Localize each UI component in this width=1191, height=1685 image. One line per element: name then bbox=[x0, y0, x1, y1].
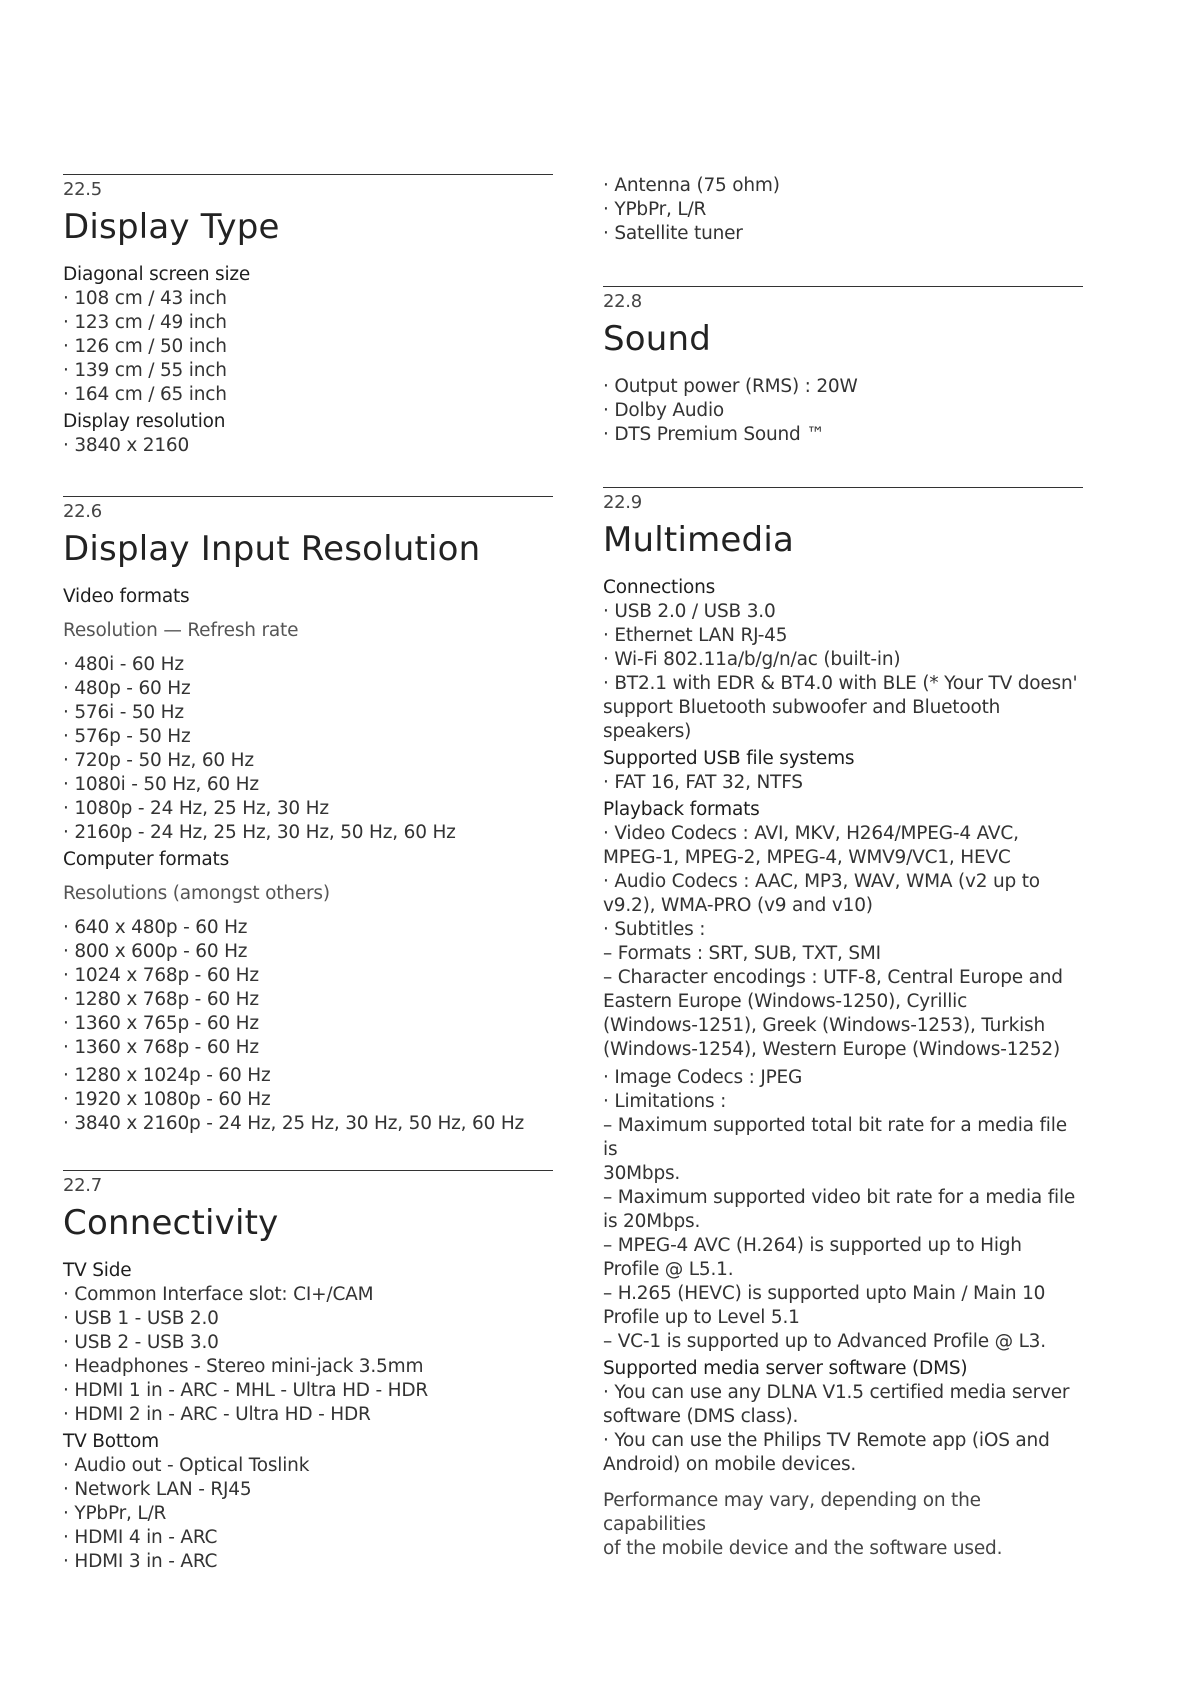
list-item: – VC-1 is supported up to Advanced Profile @ L3. bbox=[603, 1331, 1046, 1352]
subheading-diagonal: Diagonal screen size bbox=[63, 264, 251, 285]
list-item: · HDMI 1 in - ARC - MHL - Ultra HD - HDR bbox=[63, 1380, 429, 1401]
section-divider bbox=[63, 496, 553, 497]
section-22-9 bbox=[603, 487, 1083, 1561]
list-item: · You can use any DLNA V1.5 certified media server bbox=[603, 1382, 1070, 1403]
list-item: · BT2.1 with EDR & BT4.0 with BLE (* Your TV doesn' bbox=[603, 673, 1078, 694]
list-item: · 1920 x 1080p - 60 Hz bbox=[63, 1089, 271, 1110]
list-item: · 1360 x 765p - 60 Hz bbox=[63, 1013, 259, 1034]
subheading-video-formats: Video formats bbox=[63, 586, 190, 607]
computer-format-list bbox=[63, 916, 553, 1060]
list-item: · 126 cm / 50 inch bbox=[63, 336, 227, 357]
section-number: 22.6 bbox=[63, 501, 102, 522]
list-item: Android) on mobile devices. bbox=[603, 1454, 857, 1475]
section-divider bbox=[603, 286, 1083, 287]
list-item: – Character encodings : UTF-8, Central Europe and bbox=[603, 967, 1063, 988]
diagonal-list bbox=[63, 287, 553, 407]
list-item: · 3840 x 2160p - 24 Hz, 25 Hz, 30 Hz, 50 Hz, 60 Hz bbox=[63, 1113, 525, 1134]
list-item: · HDMI 3 in - ARC bbox=[63, 1551, 218, 1572]
list-item: · 1080i - 50 Hz, 60 Hz bbox=[63, 774, 259, 795]
list-item: · Headphones - Stereo mini-jack 3.5mm bbox=[63, 1356, 424, 1377]
list-item: · 480p - 60 Hz bbox=[63, 678, 191, 699]
list-item: · HDMI 4 in - ARC bbox=[63, 1527, 218, 1548]
section-number: 22.7 bbox=[63, 1175, 102, 1196]
list-item: – Formats : SRT, SUB, TXT, SMI bbox=[603, 943, 881, 964]
left-column bbox=[63, 174, 553, 1574]
section-divider bbox=[603, 487, 1083, 488]
list-item: – Maximum supported total bit rate for a media file is bbox=[603, 1115, 1067, 1160]
section-title: Display Input Resolution bbox=[63, 529, 481, 569]
list-item: MPEG-1, MPEG-2, MPEG-4, WMV9/VC1, HEVC bbox=[603, 847, 1011, 868]
section-22-5 bbox=[63, 174, 553, 458]
section-22-6 bbox=[63, 496, 553, 1136]
video-format-list bbox=[63, 653, 553, 845]
list-item: – Maximum supported video bit rate for a media file bbox=[603, 1187, 1076, 1208]
list-item: speakers) bbox=[603, 721, 692, 742]
list-item: 30Mbps. bbox=[603, 1163, 681, 1184]
list-item: · Audio out - Optical Toslink bbox=[63, 1455, 310, 1476]
list-item: · Satellite tuner bbox=[603, 223, 743, 244]
playback-list bbox=[603, 822, 1083, 1062]
section-number: 22.5 bbox=[63, 179, 102, 200]
list-item: support Bluetooth subwoofer and Bluetooth bbox=[603, 697, 1001, 718]
list-item: · Subtitles : bbox=[603, 919, 706, 940]
list-item: · 1024 x 768p - 60 Hz bbox=[63, 965, 259, 986]
list-item: – MPEG-4 AVC (H.264) is supported up to High bbox=[603, 1235, 1022, 1256]
list-item: – H.265 (HEVC) is supported upto Main / Main 10 bbox=[603, 1283, 1046, 1304]
section-title: Display Type bbox=[63, 207, 280, 247]
subheading-resolution: Display resolution bbox=[63, 411, 226, 432]
section-22-7 bbox=[63, 1170, 553, 1574]
list-item: · Ethernet LAN RJ-45 bbox=[603, 625, 788, 646]
list-item: · Video Codecs : AVI, MKV, H264/MPEG-4 AVC, bbox=[603, 823, 1019, 844]
computer-format-caption: Resolutions (amongst others) bbox=[63, 883, 330, 904]
list-item: · 1360 x 768p - 60 Hz bbox=[63, 1037, 259, 1058]
list-item: · 164 cm / 65 inch bbox=[63, 384, 227, 405]
right-column bbox=[603, 174, 1083, 1561]
list-item: · YPbPr, L/R bbox=[63, 1503, 167, 1524]
subheading-playback-formats: Playback formats bbox=[603, 799, 760, 820]
section-number: 22.9 bbox=[603, 492, 642, 513]
list-item: · You can use the Philips TV Remote app (iOS and bbox=[603, 1430, 1050, 1451]
list-item: · 3840 x 2160 bbox=[63, 435, 190, 456]
list-item: · 108 cm / 43 inch bbox=[63, 288, 227, 309]
list-item: · 720p - 50 Hz, 60 Hz bbox=[63, 750, 254, 771]
list-item: · 123 cm / 49 inch bbox=[63, 312, 227, 333]
list-item: · YPbPr, L/R bbox=[603, 199, 707, 220]
list-item: · Output power (RMS) : 20W bbox=[603, 376, 858, 397]
subheading-tv-side: TV Side bbox=[63, 1260, 132, 1281]
list-item: v9.2), WMA-PRO (v9 and v10) bbox=[603, 895, 873, 916]
list-item: (Windows-1254), Western Europe (Windows-1252) bbox=[603, 1039, 1060, 1060]
list-item: · 480i - 60 Hz bbox=[63, 654, 184, 675]
subheading-dms: Supported media server software (DMS) bbox=[603, 1358, 968, 1379]
subheading-computer-formats: Computer formats bbox=[63, 849, 230, 870]
list-item: · 2160p - 24 Hz, 25 Hz, 30 Hz, 50 Hz, 60 Hz bbox=[63, 822, 456, 843]
list-item: Profile @ L5.1. bbox=[603, 1259, 734, 1280]
list-item: · Image Codecs : JPEG bbox=[603, 1067, 803, 1088]
list-item: · 1080p - 24 Hz, 25 Hz, 30 Hz bbox=[63, 798, 329, 819]
list-item: is 20Mbps. bbox=[603, 1211, 701, 1232]
tv-side-list bbox=[63, 1283, 553, 1427]
section-divider bbox=[63, 1170, 553, 1171]
list-item: · 576i - 50 Hz bbox=[63, 702, 184, 723]
performance-note bbox=[603, 1489, 1083, 1561]
video-format-caption: Resolution — Refresh rate bbox=[63, 620, 299, 641]
computer-format-list-2 bbox=[63, 1064, 553, 1136]
list-item: · DTS Premium Sound ™ bbox=[603, 424, 825, 445]
list-item: · Wi-Fi 802.11a/b/g/n/ac (built-in) bbox=[603, 649, 901, 670]
section-number: 22.8 bbox=[603, 291, 642, 312]
section-divider bbox=[63, 174, 553, 175]
list-item: · Network LAN - RJ45 bbox=[63, 1479, 252, 1500]
paragraph-line: Performance may vary, depending on the capabilities bbox=[603, 1490, 981, 1535]
section-title: Connectivity bbox=[63, 1203, 279, 1243]
list-item: · 800 x 600p - 60 Hz bbox=[63, 941, 248, 962]
list-item: · Audio Codecs : AAC, MP3, WAV, WMA (v2 up to bbox=[603, 871, 1040, 892]
connectivity-continued-list bbox=[603, 174, 1083, 246]
paragraph-line: of the mobile device and the software used. bbox=[603, 1538, 1003, 1559]
list-item: · 576p - 50 Hz bbox=[63, 726, 191, 747]
list-item: · 640 x 480p - 60 Hz bbox=[63, 917, 248, 938]
list-item: (Windows-1251), Greek (Windows-1253), Turkish bbox=[603, 1015, 1046, 1036]
list-item: · USB 1 - USB 2.0 bbox=[63, 1308, 219, 1329]
sound-list bbox=[603, 375, 1083, 447]
list-item: · FAT 16, FAT 32, NTFS bbox=[603, 772, 803, 793]
list-item: · Limitations : bbox=[603, 1091, 727, 1112]
section-title: Multimedia bbox=[603, 520, 795, 560]
playback-list-2 bbox=[603, 1066, 1083, 1354]
list-item: · 139 cm / 55 inch bbox=[63, 360, 227, 381]
list-item: · USB 2 - USB 3.0 bbox=[63, 1332, 219, 1353]
list-item: · USB 2.0 / USB 3.0 bbox=[603, 601, 776, 622]
list-item: · Antenna (75 ohm) bbox=[603, 175, 780, 196]
section-title: Sound bbox=[603, 319, 712, 359]
connections-list bbox=[603, 600, 1083, 744]
list-item: · Dolby Audio bbox=[603, 400, 725, 421]
tv-bottom-list bbox=[63, 1454, 553, 1574]
list-item: · Common Interface slot: CI+/CAM bbox=[63, 1284, 374, 1305]
section-22-8 bbox=[603, 286, 1083, 447]
subheading-connections: Connections bbox=[603, 577, 716, 598]
list-item: · HDMI 2 in - ARC - Ultra HD - HDR bbox=[63, 1404, 371, 1425]
list-item: · 1280 x 1024p - 60 Hz bbox=[63, 1065, 271, 1086]
list-item: · 1280 x 768p - 60 Hz bbox=[63, 989, 259, 1010]
list-item: Profile up to Level 5.1 bbox=[603, 1307, 800, 1328]
list-item: Eastern Europe (Windows-1250), Cyrillic bbox=[603, 991, 968, 1012]
subheading-usb-file-systems: Supported USB file systems bbox=[603, 748, 855, 769]
subheading-tv-bottom: TV Bottom bbox=[63, 1431, 159, 1452]
dms-list bbox=[603, 1381, 1083, 1477]
list-item: software (DMS class). bbox=[603, 1406, 799, 1427]
